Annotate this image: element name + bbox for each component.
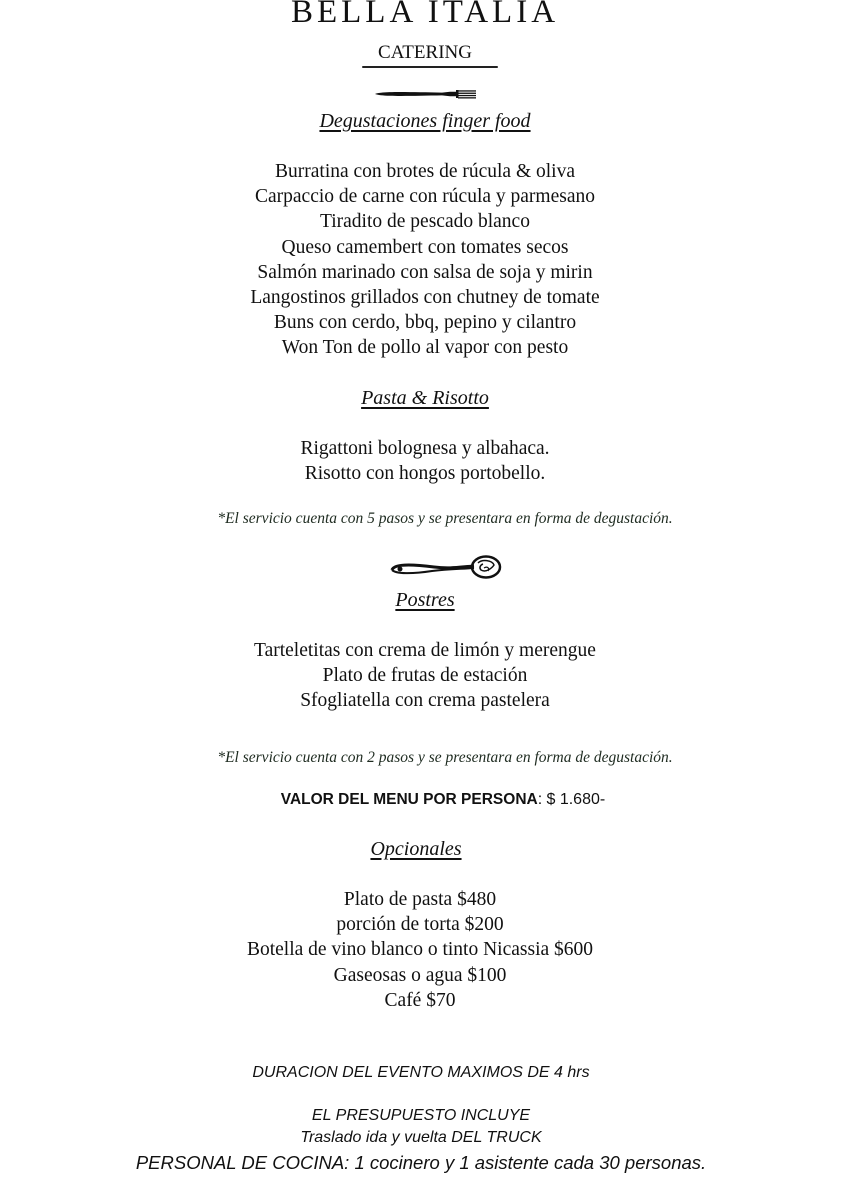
section-title-opcionales: Opcionales bbox=[370, 838, 462, 860]
list-item: Rigattoni bolognesa y albahaca. bbox=[300, 438, 550, 459]
list-item: Queso camembert con tomates secos bbox=[281, 237, 569, 258]
list-item: Sfogliatella con crema pastelera bbox=[300, 690, 550, 711]
list-item: Langostinos grillados con chutney de tomate bbox=[250, 287, 600, 308]
list-item: Gaseosas o agua $100 bbox=[333, 965, 507, 986]
list-item: Plato de pasta $480 bbox=[343, 889, 497, 910]
section-title-pasta: Pasta & Risotto bbox=[361, 387, 489, 409]
service-note-postres: *El servicio cuenta con 2 pasos y se presentara en forma de degustación. bbox=[217, 749, 673, 766]
menu-price bbox=[18, 791, 850, 809]
list-item: Café $70 bbox=[384, 990, 456, 1011]
list-item: Tiradito de pescado blanco bbox=[320, 211, 530, 232]
price-label: VALOR DEL MENU POR PERSONA bbox=[280, 791, 538, 808]
list-item: Risotto con hongos portobello. bbox=[304, 463, 546, 484]
list-item: Botella de vino blanco o tinto Nicassia $600 bbox=[246, 939, 594, 960]
transport-note: Traslado ida y vuelta DEL TRUCK bbox=[300, 1129, 542, 1146]
section-title-postres: Postres bbox=[395, 589, 455, 611]
price-separator: : bbox=[537, 791, 543, 808]
section-title-finger-food: Degustaciones finger food bbox=[319, 110, 531, 132]
list-item: Buns con cerdo, bbq, pepino y cilantro bbox=[273, 312, 577, 333]
service-note-pasta: *El servicio cuenta con 5 pasos y se presentara en forma de degustación. bbox=[217, 510, 673, 527]
list-item: Won Ton de pollo al vapor con pesto bbox=[281, 337, 569, 358]
fork-icon bbox=[372, 86, 478, 102]
list-item: Burratina con brotes de rúcula & oliva bbox=[275, 161, 575, 182]
subtitle-underline bbox=[362, 66, 498, 68]
brand-title: BELLA ITALIA bbox=[290, 0, 560, 30]
staff-note: PERSONAL DE COCINA: 1 cocinero y 1 asistente cada 30 personas. bbox=[135, 1152, 707, 1173]
spoon-icon bbox=[388, 554, 504, 582]
event-duration: DURACION DEL EVENTO MAXIMOS DE 4 hrs bbox=[252, 1064, 590, 1081]
list-item: Plato de frutas de estación bbox=[322, 665, 528, 686]
price-value: $ 1.680- bbox=[546, 791, 606, 808]
list-item: Carpaccio de carne con rúcula y parmesano bbox=[255, 186, 595, 207]
list-item: Tarteletitas con crema de limón y merengue bbox=[254, 640, 596, 661]
includes-title: EL PRESUPUESTO INCLUYE bbox=[311, 1107, 531, 1124]
list-item: Salmón marinado con salsa de soja y mirin bbox=[257, 262, 593, 283]
list-item: porción de torta $200 bbox=[336, 914, 504, 935]
subtitle: CATERING bbox=[378, 42, 472, 63]
